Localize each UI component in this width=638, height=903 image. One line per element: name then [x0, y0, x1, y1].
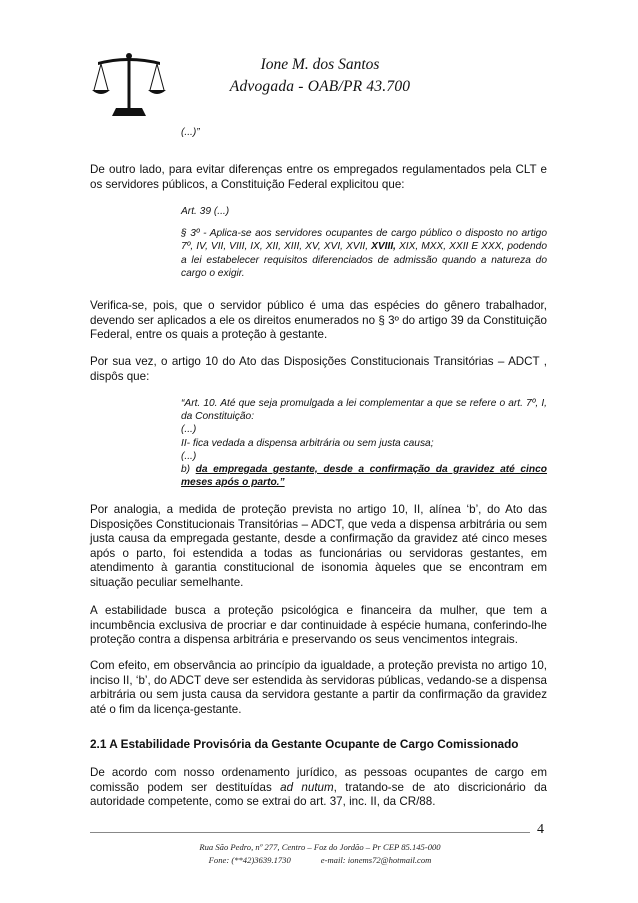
- quote-adct-art10: [181, 397, 547, 489]
- quote-art39-paragraph: [181, 227, 547, 280]
- quote-art10-caput: “Art. 10. Até que seja promulgada a lei complementar a que se refere o art. 7º, I, da Constituição:: [181, 398, 547, 423]
- quote-art10-b-underlined: da empregada gestante, desde a confirmação da gravidez até cinco meses após o parto.”: [181, 464, 548, 489]
- page-number: 4: [537, 822, 544, 837]
- paragraph-7-italic: ad nutum: [280, 780, 334, 794]
- paragraph-7: [90, 766, 547, 810]
- footer-email: e-mail: ionems72@hotmail.com: [320, 855, 432, 865]
- paragraph-7-text-a: De acordo com nosso ordenamento jurídico, as pessoas ocupantes de cargo em comissão podem ser destituídas: [90, 766, 547, 794]
- header-lawyer-name: Ione M. dos Santos: [260, 56, 380, 73]
- quote-art10-b-prefix: b): [181, 464, 196, 476]
- quote-art10-alinea-b: [181, 463, 547, 489]
- header-oab-registration: Advogada - OAB/PR 43.700: [229, 78, 411, 95]
- quote-art39-text-a: § 3º - Aplica-se aos servidores ocupantes de cargo público o disposto no artigo 7º, IV, VII, VIII, IX, XII, XIII, XV, XVI, XVII,: [181, 228, 547, 253]
- paragraph-5: A estabilidade busca a proteção psicológica e financeira da mulher, que tem a incumbência exclusiva de procriar e dar continuidade à espécie humana, conferindo-lhe proteção contra a dispensa arbitrária e preservando os seus vencimentos integrais.: [90, 604, 547, 647]
- scales-of-justice-icon: [92, 46, 166, 120]
- section-heading: 2.1 A Estabilidade Provisória da Gestante Ocupante de Cargo Comissionado: [90, 737, 519, 751]
- paragraph-6: Com efeito, em observância ao princípio da igualdade, a proteção prevista no artigo 10, inciso II, ‘b’, do ADCT deve ser estendida às servidoras públicas, vedando-se a dispensa arbitrária ou sem justa causa da servidora gestante a partir da confirmação da gravidez até o fim da licença-gestante.: [90, 659, 547, 716]
- footer-address: Rua São Pedro, nº 277, Centro – Foz do Jordão – Pr CEP 85.145-000: [199, 842, 441, 852]
- quote-ellipsis-close: (...)”: [181, 127, 200, 138]
- quote-art39-bold: XVIII,: [371, 241, 396, 253]
- footer-divider: [90, 832, 530, 833]
- paragraph-1: De outro lado, para evitar diferenças entre os empregados regulamentados pela CLT e os servidores públicos, a Constituição Federal explicitou que:: [90, 163, 547, 191]
- paragraph-2: Verifica-se, pois, que o servidor público é uma das espécies do gênero trabalhador, devendo ser aplicados a ele os direitos enumerados no § 3º do artigo 39 da Constituição Federal, entre os quais a proteção à gestante.: [90, 299, 547, 342]
- footer-contact: [170, 855, 470, 865]
- paragraph-4: Por analogia, a medida de proteção prevista no artigo 10, II, alínea ‘b’, do Ato das Disposições Constitucionais Transitórias – ADCT, que veda a dispensa arbitrária ou sem justa causa da empregada gestante, desde a confirmação da gravidez até cinco meses após o parto, foi estendida a todas as funcionárias ou servidoras gestantes, em atendimento à garantia constitucional de isonomia àqueles que se encontram em situação peculiar semelhante.: [90, 503, 547, 589]
- paragraph-7-text-b: , tratando-se de ato discricionário da autoridade competente, como se extrai do art. 37, inc. II, da CR/88.: [90, 780, 548, 809]
- quote-art10-ellipsis-2: (...): [181, 450, 197, 462]
- quote-art39-heading: Art. 39 (...): [181, 206, 230, 217]
- quote-art10-inciso-ii: II- fica vedada a dispensa arbitrária ou sem justa causa;: [181, 437, 434, 449]
- quote-constitution-art39: [181, 205, 547, 280]
- footer-phone: Fone: (**42)3639.1730: [208, 855, 291, 865]
- quote-art39-text-b: XIX, MXX, XXII E XXX, podendo a lei estabelecer requisitos diferenciados de admissão quando a natureza do cargo o exigir.: [181, 241, 547, 279]
- paragraph-3: Por sua vez, o artigo 10 do Ato das Disposições Constitucionais Transitórias – ADCT , dispôs que:: [90, 355, 547, 383]
- quote-art10-ellipsis-1: (...): [181, 424, 197, 436]
